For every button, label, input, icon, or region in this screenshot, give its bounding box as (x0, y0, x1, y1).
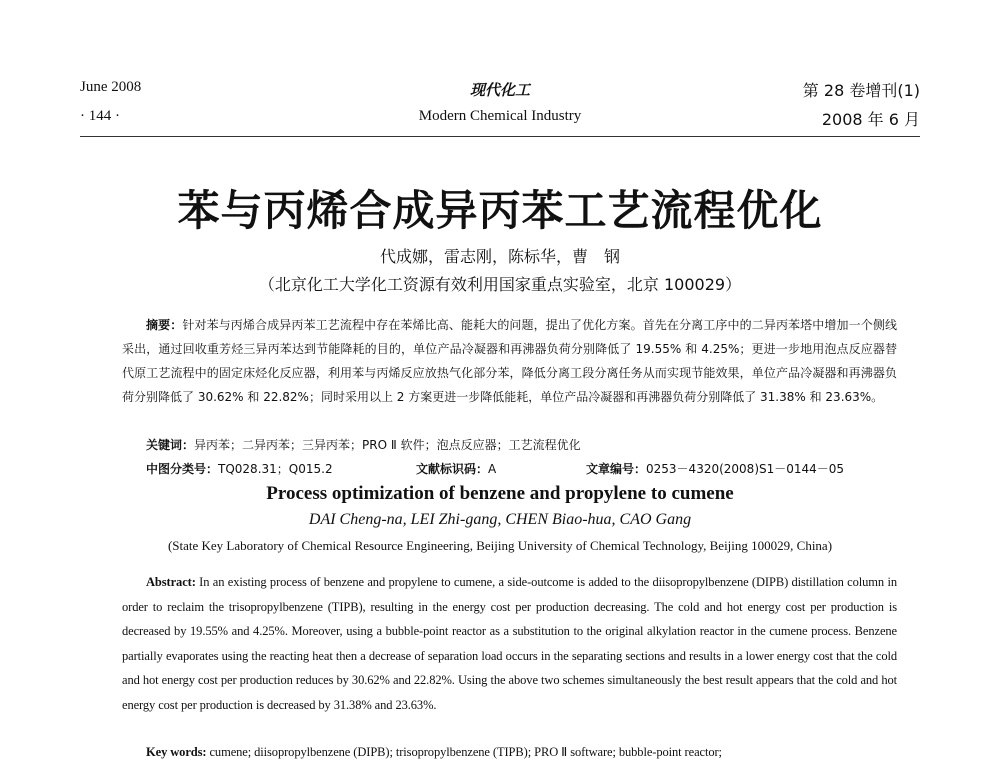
doc-code-label: 文献标识码： (416, 462, 489, 476)
header-journal-en: Modern Chemical Industry (418, 108, 582, 124)
affiliation-en: (State Key Laboratory of Chemical Resource Engineering, Beijing University of Chemical Technology, Beijing 100029, China) (167, 538, 833, 553)
clc-value: TQ028.31；Q015.2 (218, 462, 333, 476)
abstract-en-label: Abstract: (146, 575, 196, 589)
abstract-cn-text: 针对苯与丙烯合成异丙苯工艺流程中存在苯烯比高、能耗大的问题，提出了优化方案。首先在分离工序中的二异丙苯塔中增加一个侧线采出，通过回收重芳烃三异丙苯达到节能降耗的目的，单位产品冷凝器和再沸器负荷分别降低了 19.55% 和 4.25%；更进一步地用泡点反应器替代原工艺流程中的固定床烃化反应器，利用苯与丙烯反应放热气化部分苯，降低分离工段分离任务从而实现节能效果，单位产品冷凝器和再沸器负荷分别降低了 30.62% 和 22.82%；同时采用以上 2 方案更进一步降低能耗，单位产品冷凝器和再沸器负荷分别降低了 31.38% 和 23.63%。 (122, 318, 897, 404)
keywords-en (146, 740, 906, 765)
authors-cn: 代成娜，雷志刚，陈标华，曹 钢 (379, 247, 620, 266)
keywords-en-text: cumene; diisopropylbenzene (DIPB); trisopropylbenzene (TIPB); PRO Ⅱ software; bubble-point reactor; (209, 745, 722, 759)
abstract-en-text: In an existing process of benzene and propylene to cumene, a side-outcome is added to the diisopropylbenzene (DIPB) distillation column in order to reclaim the trisopropylbenzene (TIPB), resulting in the energy cost per production decreasing. The cold and hot energy cost per production is decreased by 19.55% and 4.25%. Moreover, using a bubble-point reactor as a substitution to the original alkylation reactor in the cumene process. Benzene partially evaporates using the reacting heat then a decrease of separation load occurs in the separating sections and results in a lower energy cost that the cold and hot energy cost per production reduces by 30.62% and 22.82%. Using the above two schemes simultaneously the best result appears that the cold and hot energy cost per production is decreased by 31.38% and 23.63%. (122, 575, 897, 712)
article-number-label: 文章编号： (586, 462, 647, 476)
header-date-cn: 2008 年 6 月 (821, 110, 920, 129)
affiliation-cn: （北京化工大学化工资源有效利用国家重点实验室，北京 100029） (258, 275, 742, 294)
abstract-en (122, 570, 897, 718)
authors-en: DAI Cheng-na, LEI Zhi-gang, CHEN Biao-hua, CAO Gang (308, 511, 692, 528)
keywords-en-label: Key words: (146, 745, 207, 759)
classification-line (146, 457, 906, 481)
doc-code-value: A (488, 462, 497, 476)
article-number-value: 0253－4320(2008)S1－0144－05 (646, 462, 845, 476)
header-date-en: June 2008 (80, 79, 142, 95)
header-journal-cn: 现代化工 (469, 81, 530, 99)
abstract-cn-label: 摘要： (146, 318, 183, 332)
header-issue-cn: 第 28 卷增刊(1) (802, 81, 920, 100)
paper-title-cn: 苯与丙烯合成异丙苯工艺流程优化 (177, 186, 823, 235)
header-page-number: · 144 · (80, 108, 120, 124)
keywords-cn (146, 433, 921, 457)
clc-label: 中图分类号： (146, 462, 219, 476)
paper-title-en: Process optimization of benzene and propylene to cumene (266, 483, 734, 504)
keywords-cn-label: 关键词： (146, 438, 195, 452)
header-rule (80, 136, 920, 137)
keywords-cn-text: 异丙苯；二异丙苯；三异丙苯；PRO Ⅱ 软件；泡点反应器；工艺流程优化 (194, 438, 581, 452)
abstract-cn (122, 313, 897, 409)
